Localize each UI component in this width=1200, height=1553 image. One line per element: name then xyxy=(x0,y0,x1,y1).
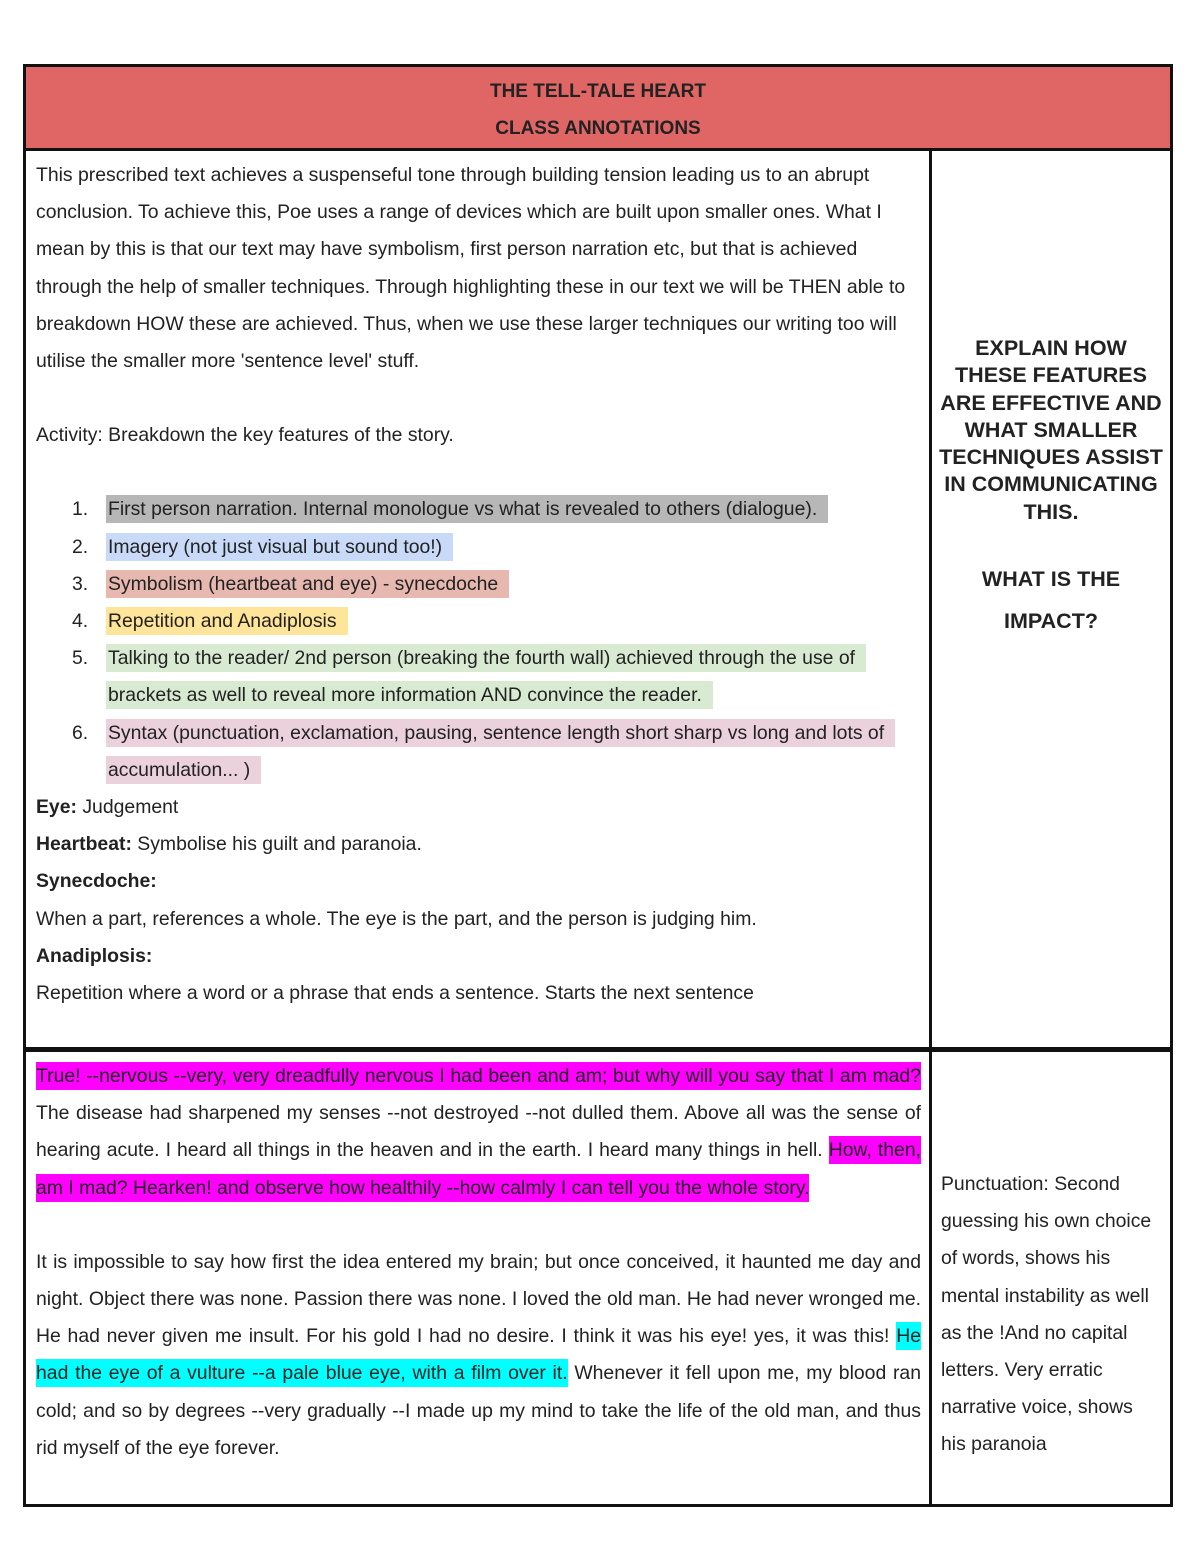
highlight-magenta: How, then, am I mad? Hearken! and observe how healthily --how calmly I can tell you the whole story. xyxy=(36,1136,921,1201)
intro-paragraph: This prescribed text achieves a suspenseful tone through building tension leading us to an abrupt conclusion. To achieve this, Poe uses a range of devices which are built upon smaller ones. What I mean by this is that our text may have symbolism, first person narration etc, but that is achieved through the help of smaller techniques. Through highlighting these in our text we will be THEN able to breakdown HOW these are achieved. Thus, when we use these larger techniques our writing too will utilise the smaller more 'sentence level' stuff. xyxy=(36,164,906,373)
definition-anadiplosis-text: Repetition where a word or a phrase that ends a sentence. Starts the next sentence xyxy=(36,982,754,1005)
highlight-magenta: True! --nervous --very, very dreadfully nervous I had been and am; but why will you say that I am mad? xyxy=(36,1062,921,1090)
annotation-cell xyxy=(932,1052,1170,1504)
prompt-cell xyxy=(932,151,1170,1047)
definition-heartbeat: Heartbeat: Symbolise his guilt and paranoia. xyxy=(36,833,422,856)
list-item: 5. Talking to the reader/ 2nd person (breaking the fourth wall) achieved through the use of brackets as well to reveal more information AND convince the reader. xyxy=(36,640,921,714)
page-subtitle: CLASS ANNOTATIONS xyxy=(495,118,701,139)
impact-prompt: WHAT IS THE IMPACT? xyxy=(981,567,1121,634)
list-item: 3. Symbolism (heartbeat and eye) - synecdoche xyxy=(36,566,921,603)
feature-text: Imagery (not just visual but sound too!) xyxy=(106,533,453,561)
excerpt-table xyxy=(23,1049,1173,1507)
excerpt-paragraph-1: True! --nervous --very, very dreadfully nervous I had been and am; but why will you say that I am mad? The disease had sharpened my senses --not destroyed --not dulled them. Above all was the sense of hearing acute. I heard all things in the heaven and in the earth. I heard many things in hell. How, then, am I mad? Hearken! and observe how healthily --how calmly I can tell you the whole story. xyxy=(36,1058,921,1207)
table-header xyxy=(26,67,1170,151)
feature-text: Talking to the reader/ 2nd person (breaking the fourth wall) achieved through the use of brackets as well to reveal more information AND convince the reader. xyxy=(106,644,866,709)
explain-prompt: EXPLAIN HOW THESE FEATURES ARE EFFECTIVE AND WHAT SMALLER TECHNIQUES ASSIST IN COMMUNICATING THIS. xyxy=(939,336,1163,524)
annotations-table xyxy=(23,64,1173,1050)
list-item: 4. Repetition and Anadiplosis xyxy=(36,603,921,640)
feature-text: First person narration. Internal monologue vs what is revealed to others (dialogue). xyxy=(106,495,828,523)
activity-text: Activity: Breakdown the key features of the story. xyxy=(36,424,454,447)
annotation-text: Punctuation: Second guessing his own choice of words, shows his mental instability as well as the !And no capital letters. Very erratic narrative voice, shows his paranoia xyxy=(941,1173,1152,1456)
list-item: 6. Syntax (punctuation, exclamation, pausing, sentence length short sharp vs long and lots of accumulation... ) xyxy=(36,715,921,789)
definition-eye: Eye: Judgement xyxy=(36,796,179,819)
definition-synecdoche-text: When a part, references a whole. The eye is the part, and the person is judging him. xyxy=(36,907,757,930)
definition-synecdoche-label: Synecdoche: xyxy=(36,870,157,893)
feature-text: Repetition and Anadiplosis xyxy=(106,607,348,635)
page-title: THE TELL-TALE HEART xyxy=(489,81,706,102)
feature-text: Syntax (punctuation, exclamation, pausing, sentence length short sharp vs long and lots of accumulation... ) xyxy=(106,719,895,784)
highlight-cyan: He had the eye of a vulture --a pale blue eye, with a film over it. xyxy=(36,1322,921,1387)
intro-cell xyxy=(26,151,932,1047)
excerpt-cell xyxy=(26,1052,932,1504)
features-list xyxy=(36,491,921,789)
list-item: 2. Imagery (not just visual but sound too!) xyxy=(36,529,921,566)
list-item: 1. First person narration. Internal monologue vs what is revealed to others (dialogue). xyxy=(36,491,921,528)
feature-text: Symbolism (heartbeat and eye) - synecdoche xyxy=(106,570,509,598)
definition-anadiplosis-label: Anadiplosis: xyxy=(36,944,153,967)
excerpt-paragraph-2: It is impossible to say how first the idea entered my brain; but once conceived, it haunted me day and night. Object there was none. Passion there was none. I loved the old man. He had never wronged me. He had never given me insult. For his gold I had no desire. I think it was his eye! yes, it was this! He had the eye of a vulture --a pale blue eye, with a film over it. Whenever it fell upon me, my blood ran cold; and so by degrees --very gradually --I made up my mind to take the life of the old man, and thus rid myself of the eye forever. xyxy=(36,1250,921,1459)
